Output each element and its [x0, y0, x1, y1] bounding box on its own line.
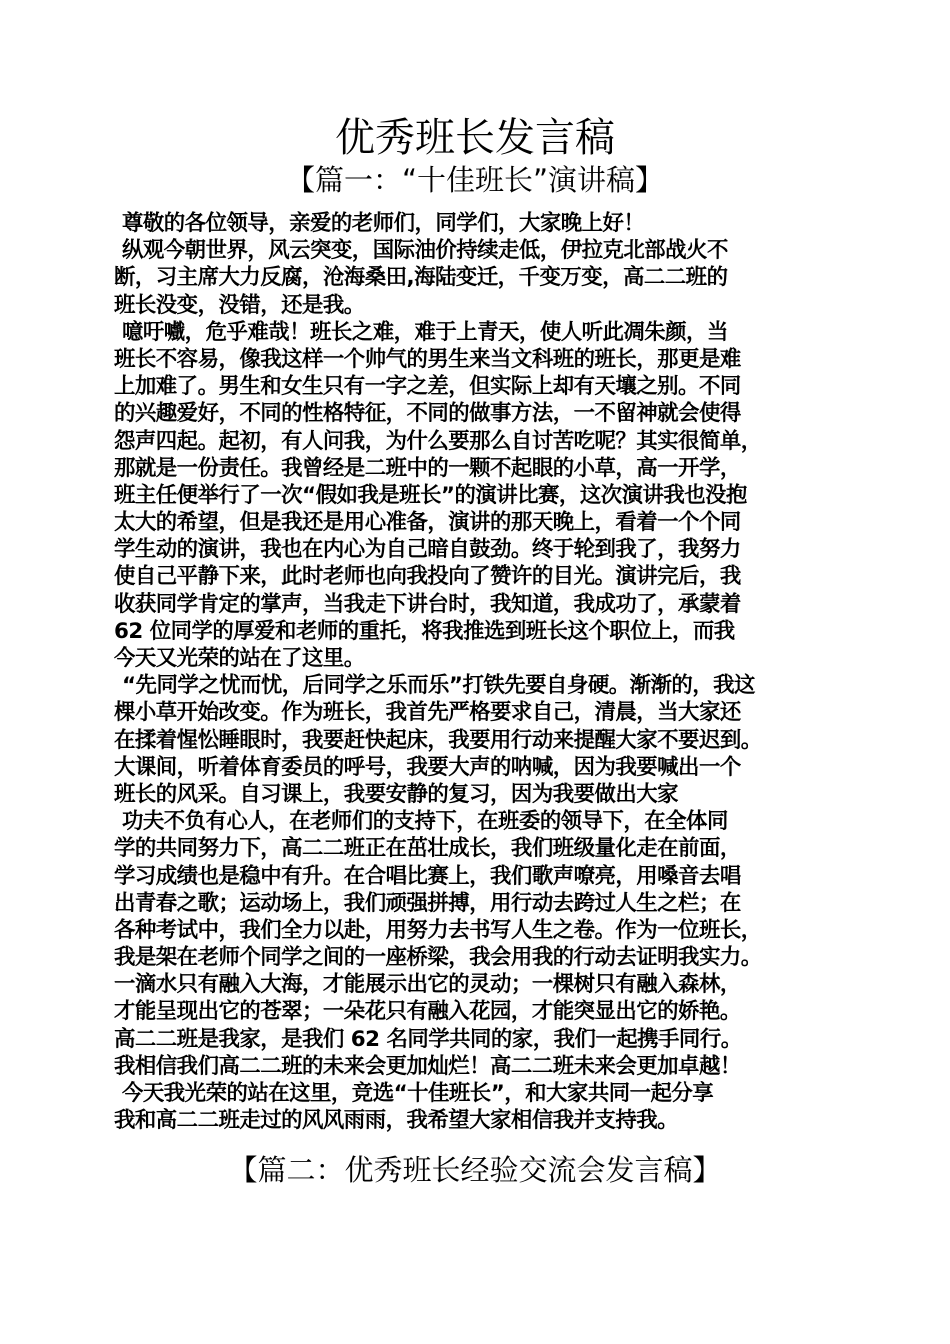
text-line: 高二二班是我家，是我们 62 名同学共同的家，我们一起携手同行。 [114, 1026, 742, 1052]
text-line: 班长不容易，像我这样一个帅气的男生来当文科班的班长，那更是难 [114, 346, 741, 372]
text-line: 棵小草开始改变。作为班长，我首先严格要求自己，清晨，当大家还 [114, 700, 741, 726]
text-line: 今天我光荣的站在这里，竞选“十佳班长”，和大家共同一起分享 [122, 1081, 714, 1106]
text-line: 功夫不负有心人，在老师们的支持下，在班委的领导下，在全体同 [122, 809, 728, 835]
text-line: 今天又光荣的站在了这里。 [114, 646, 365, 671]
text-line: 学生动的演讲，我也在内心为自己暗自鼓劲。终于轮到我了，我努力 [114, 537, 741, 563]
text-line: 学的共同努力下，高二二班正在茁壮成长，我们班级量化走在前面， [114, 836, 741, 862]
text-line: 62 位同学的厚爱和老师的重托，将我推选到班长这个职位上，而我 [114, 618, 735, 644]
text-line: 太大的希望，但是我还是用心准备，演讲的那天晚上，看着一个个同 [114, 510, 741, 536]
text-line: 班长的风采。自习课上，我要安静的复习，因为我要做出大家 [114, 781, 679, 807]
text-line: 出青春之歌；运动场上，我们顽强拼搏，用行动去跨过人生之栏；在 [114, 890, 741, 916]
text-line: 的兴趣爱好，不同的性格特征，不同的做事方法，一不留神就会使得 [114, 401, 741, 427]
text-line: 那就是一份责任。我曾经是二班中的一颗不起眼的小草，高一开学， [114, 455, 741, 481]
text-line: 使自己平静下来，此时老师也向我投向了赞许的目光。演讲完后，我 [114, 564, 741, 590]
text-line: 上加难了。男生和女生只有一字之差，但实际上却有天壤之别。不同 [114, 374, 741, 400]
text-line: 收获同学肯定的掌声，当我走下讲台时，我知道，我成功了，承蒙着 [114, 591, 741, 617]
text-line: 大课间，听着体育委员的呼号，我要大声的呐喊，因为我要喊出一个 [114, 754, 741, 780]
text-line: 我和高二二班走过的风风雨雨，我希望大家相信我并支持我。 [114, 1108, 679, 1134]
text-line: 尊敬的各位领导，亲爱的老师们，同学们，大家晚上好！ [122, 211, 645, 236]
document-title: 优秀班长发言稿 [335, 115, 615, 161]
section-heading-1: 【篇一：“十佳班长”演讲稿】 [285, 163, 665, 197]
text-line: 噫吁嚱，危乎难哉！班长之难，难于上青天，使人听此凋朱颜，当 [122, 319, 728, 345]
text-line: 我是架在老师个同学之间的一座桥梁，我会用我的行动去证明我实力。 [114, 945, 762, 971]
text-line: 各种考试中，我们全力以赴，用努力去书写人生之卷。作为一位班长， [114, 917, 762, 943]
text-line: “先同学之忧而忧，后同学之乐而乐”打铁先要自身硬。渐渐的，我这 [122, 673, 755, 699]
text-line: 学习成绩也是稳中有升。在合唱比赛上，我们歌声嘹亮，用嗓音去唱 [114, 863, 741, 889]
text-line: 才能呈现出它的苍翠；一朵花只有融入花园，才能突显出它的娇艳。 [114, 999, 741, 1025]
text-line: 一滴水只有融入大海，才能展示出它的灵动；一棵树只有融入森林， [114, 972, 741, 998]
text-line: 断，习主席大力反腐，沧海桑田,海陆变迁，千变万变，高二二班的 [114, 265, 728, 291]
text-line: 班长没变，没错，还是我。 [114, 292, 365, 318]
text-line: 纵观今朝世界，风云突变，国际油价持续走低，伊拉克北部战火不 [122, 238, 728, 264]
text-line: 班主任便举行了一次“假如我是班长”的演讲比赛，这次演讲我也没抱 [114, 482, 747, 508]
text-line: 怨声四起。起初，有人问我，为什么要那么自讨苦吃呢？其实很简单， [114, 428, 762, 454]
text-line: 在揉着惺忪睡眼时，我要赶快起床，我要用行动来提醒大家不要迟到。 [114, 727, 762, 753]
text-line: 我相信我们高二二班的未来会更加灿烂！高二二班未来会更加卓越！ [114, 1053, 741, 1079]
speech-body [114, 210, 850, 1134]
section-heading-2: 【篇二：优秀班长经验交流会发言稿】 [228, 1153, 722, 1187]
